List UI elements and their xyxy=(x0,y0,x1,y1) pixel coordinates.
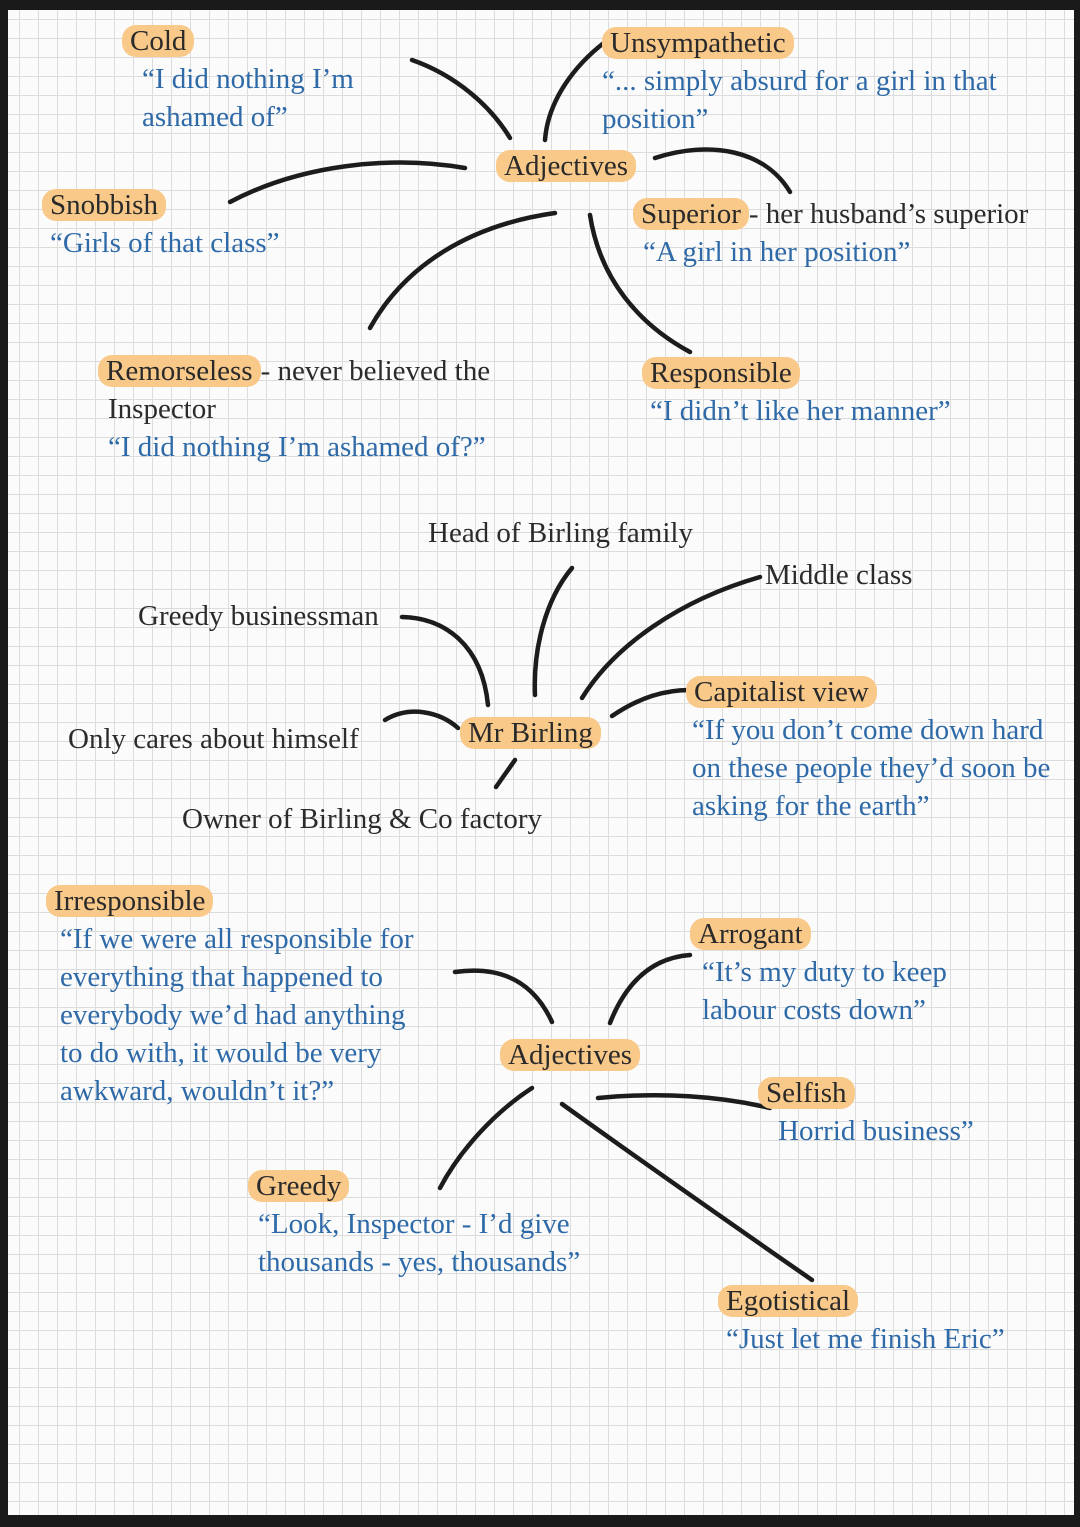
capitalist-view: Capitalist view “If you don’t come down hard on these people they’d soon be asking for the earth” xyxy=(686,673,1050,825)
adjectives-center-bottom: Adjectives xyxy=(500,1036,640,1074)
connector-unsympathetic xyxy=(545,42,605,140)
quote-remorseless: “I did nothing I’m ashamed of?” xyxy=(108,431,486,463)
adjective-remorseless: Remorseless - never believed the Inspector “I did nothing I’m ashamed of?” xyxy=(98,352,490,466)
fact-greedy-businessman: Greedy businessman xyxy=(138,600,379,632)
adjective-unsympathetic: Unsympathetic “... simply absurd for a girl in that position” xyxy=(602,24,997,138)
quote-irresponsible-3: everybody we’d had anything xyxy=(60,999,406,1031)
quote-snobbish: “Girls of that class” xyxy=(50,227,280,259)
quote-irresponsible-4: to do with, it would be very xyxy=(60,1037,382,1069)
connector-only-cares xyxy=(385,712,458,728)
quote-irresponsible-2: everything that happened to xyxy=(60,961,383,993)
quote-capitalist-1: “If you don’t come down hard xyxy=(692,714,1044,746)
connector-irresponsible xyxy=(455,971,552,1022)
adjective-greedy: Greedy “Look, Inspector - I’d give thousands - yes, thousands” xyxy=(248,1167,580,1281)
note-remorseless-2: Inspector xyxy=(108,393,216,425)
quote-irresponsible-5: awkward, wouldn’t it?” xyxy=(60,1075,335,1107)
connector-capitalist xyxy=(612,690,690,716)
quote-arrogant-2: labour costs down” xyxy=(702,994,926,1026)
quote-unsympathetic-1: “... simply absurd for a girl in that xyxy=(602,65,997,97)
connector-remorseless xyxy=(370,213,555,328)
mr-birling-center: Mr Birling xyxy=(460,714,601,752)
adjective-superior: Superior - her husband’s superior “A girl in her position” xyxy=(633,195,1028,271)
quote-selfish: Horrid business” xyxy=(778,1115,974,1147)
quote-responsible: “I didn’t like her manner” xyxy=(650,395,951,427)
fact-head-of-family: Head of Birling family xyxy=(428,517,693,549)
connector-head xyxy=(535,568,572,695)
quote-capitalist-3: asking for the earth” xyxy=(692,790,930,822)
connector-owner xyxy=(496,760,515,787)
connector-arrogant xyxy=(610,955,690,1023)
adjective-irresponsible: Irresponsible “If we were all responsible for everything that happened to everybody we’d had anything to do with, it would be very awkward, wouldn’t it?” xyxy=(46,882,413,1110)
note-remorseless: - never believed the xyxy=(260,355,491,387)
quote-egotistical: “Just let me finish Eric” xyxy=(726,1323,1005,1355)
quote-greedy-1: “Look, Inspector - I’d give xyxy=(258,1208,570,1240)
quote-irresponsible-1: “If we were all responsible for xyxy=(60,923,414,955)
fact-middle-class: Middle class xyxy=(765,559,913,591)
fact-owner: Owner of Birling & Co factory xyxy=(182,803,543,835)
quote-greedy-2: thousands - yes, thousands” xyxy=(258,1246,581,1278)
adjective-responsible: Responsible “I didn’t like her manner” xyxy=(642,354,951,430)
adjective-egotistical: Egotistical “Just let me finish Eric” xyxy=(718,1282,1005,1358)
adjective-snobbish: Snobbish “Girls of that class” xyxy=(42,186,280,262)
fact-only-cares: Only cares about himself xyxy=(68,723,359,755)
quote-unsympathetic-2: position” xyxy=(602,103,709,135)
quote-capitalist-2: on these people they’d soon be xyxy=(692,752,1051,784)
adjective-selfish: Selfish Horrid business” xyxy=(758,1074,974,1150)
adjectives-center-top: Adjectives xyxy=(496,147,636,185)
quote-superior: “A girl in her position” xyxy=(643,236,911,268)
quote-cold-2: ashamed of” xyxy=(142,101,288,133)
quote-arrogant-1: “It’s my duty to keep xyxy=(702,956,947,988)
quote-cold-1: “I did nothing I’m xyxy=(142,63,354,95)
adjective-cold: Cold “I did nothing I’m ashamed of” xyxy=(122,22,354,136)
connector-cold xyxy=(412,60,510,138)
adjective-arrogant: Arrogant “It’s my duty to keep labour costs down” xyxy=(690,915,947,1029)
connector-superior xyxy=(655,149,790,192)
note-superior: - her husband’s superior xyxy=(748,198,1029,230)
connector-selfish xyxy=(598,1095,770,1108)
connector-greedy-businessman xyxy=(402,617,488,705)
